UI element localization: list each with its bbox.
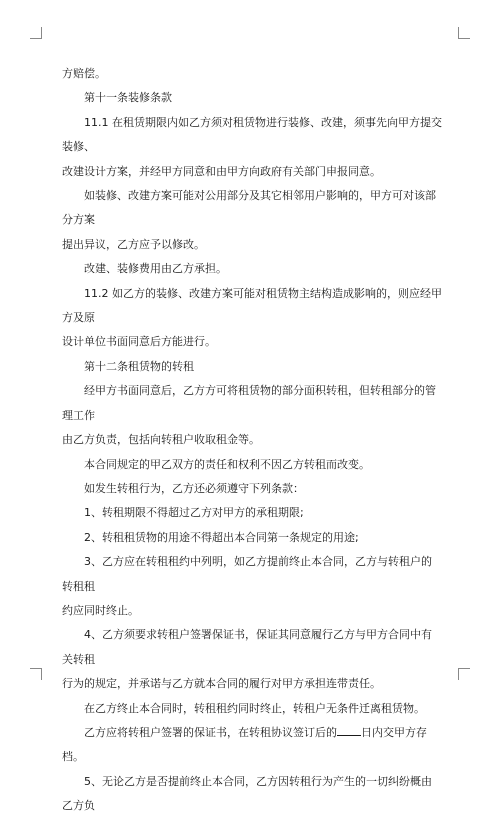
paragraph-sublease-line-2: 由乙方负责，包括向转租户收取租金等。 — [62, 433, 260, 447]
document-body — [62, 62, 442, 819]
paragraph-sublease-line-1: 经甲方书面同意后，乙方方可将租赁物的部分面积转租，但转租部分的管理工作 — [62, 384, 436, 422]
crop-mark-bottom-left — [30, 668, 42, 680]
crop-mark-top-left — [30, 27, 42, 39]
paragraph-sublease-conditions-intro: 如发生转租行为，乙方还必须遵守下列条款： — [84, 481, 304, 495]
article-11-heading: 第十一条装修条款 — [84, 91, 172, 105]
list-item-3-line-2: 约应同时终止。 — [62, 603, 139, 617]
paragraph-public-impact-line-2: 提出异议，乙方应予以修改。 — [62, 237, 205, 251]
list-item-1: 1、转租期限不得超过乙方对甲方的承租期限; — [84, 506, 304, 520]
paragraph-sublease-termination: 在乙方终止本合同时，转租租约同时终止，转租户无条件迁离租赁物。 — [84, 701, 425, 715]
list-item-2: 2、转租租赁物的用途不得超出本合同第一条规定的用途; — [84, 530, 359, 544]
clause-11-2-line-2: 设计单位书面同意后方能进行。 — [62, 335, 216, 349]
crop-mark-bottom-right — [458, 668, 470, 680]
paragraph-rights-unchanged: 本合同规定的甲乙双方的责任和权利不因乙方转租而改变。 — [84, 457, 370, 471]
article-12-heading: 第十二条租赁物的转租 — [84, 359, 194, 373]
list-item-4-line-1: 4、乙方须要求转租户签署保证书，保证其同意履行乙方与甲方合同中有关转租 — [62, 628, 432, 666]
paragraph-guarantee-filing — [62, 721, 442, 770]
list-item-3-line-1: 3、乙方应在转租租约中列明，如乙方提前终止本合同，乙方与转租户的转租租 — [62, 555, 432, 593]
list-item-4-line-2: 行为的规定，并承诺与乙方就本合同的履行对甲方承担连带责任。 — [62, 677, 381, 691]
clause-11-1-line-2: 改建设计方案，并经甲方同意和由甲方向政府有关部门申报同意。 — [62, 164, 381, 178]
paragraph-renovation-cost: 改建、装修费用由乙方承担。 — [84, 262, 227, 276]
clause-11-1-line-1: 11.1 在租赁期限内如乙方须对租赁物进行装修、改建，须事先向甲方提交装修、 — [62, 115, 442, 154]
list-item-5-line-1: 5、无论乙方是否提前终止本合同，乙方因转租行为产生的一切纠纷概由乙方负 — [62, 774, 432, 813]
crop-mark-top-right — [458, 27, 470, 39]
paragraph-compensation-end: 方赔偿。 — [62, 67, 106, 80]
guarantee-text-before-blank: 乙方应将转租户签署的保证书，在转租协议签订后的 — [84, 725, 337, 739]
paragraph-public-impact-line-1: 如装修、改建方案可能对公用部分及其它相邻用户影响的，甲方可对该部分方案 — [62, 189, 436, 227]
fill-in-blank-days — [337, 725, 361, 736]
clause-11-2-line-1: 11.2 如乙方的装修、改建方案可能对租赁物主结构造成影响的，则应经甲方及原 — [62, 286, 442, 325]
guarantee-text-after-blank: 日内交甲方存档。 — [62, 725, 427, 764]
